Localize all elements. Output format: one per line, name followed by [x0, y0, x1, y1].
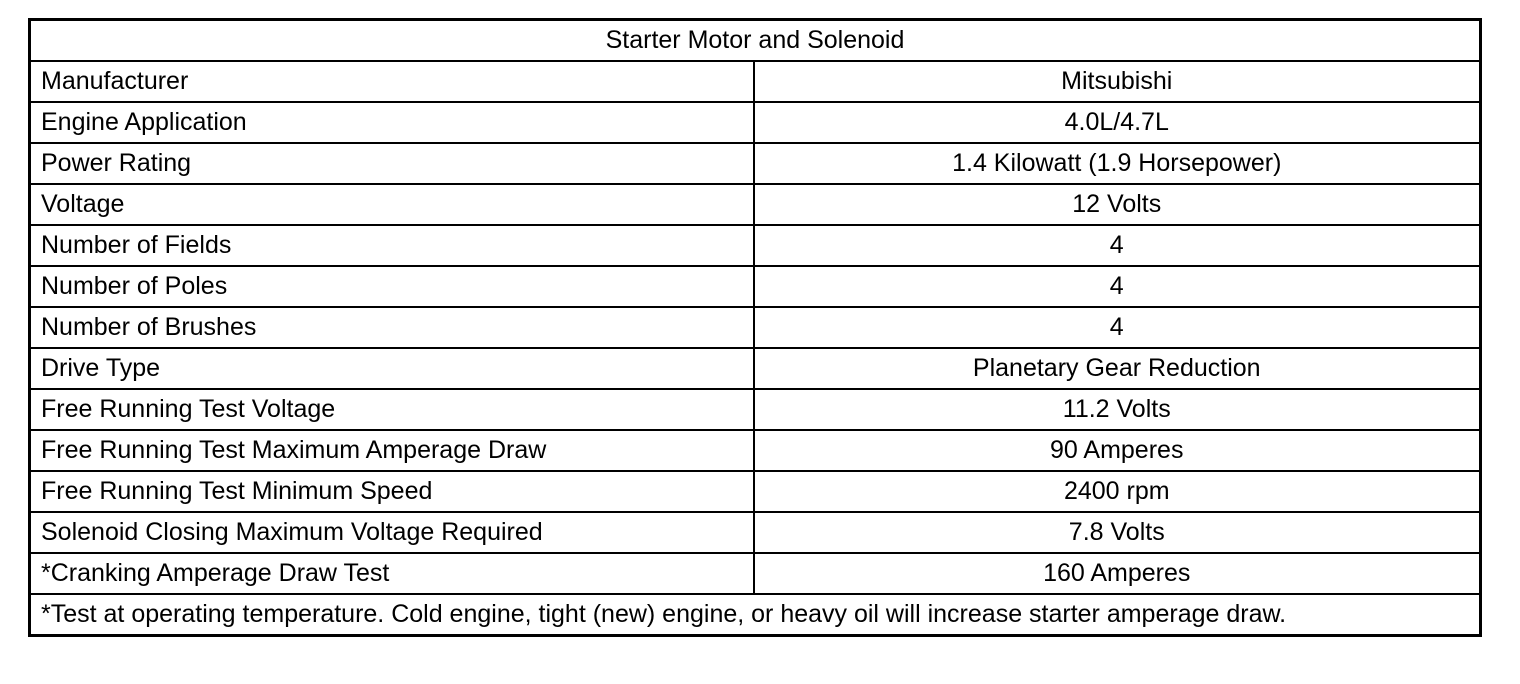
spec-value: 90 Amperes — [754, 430, 1481, 471]
table-row — [30, 102, 1481, 143]
table-title-row — [30, 20, 1481, 62]
table-row — [30, 225, 1481, 266]
spec-label: Voltage — [30, 184, 754, 225]
spec-label: Manufacturer — [30, 61, 754, 102]
table-title: Starter Motor and Solenoid — [30, 20, 1481, 62]
spec-value: Mitsubishi — [754, 61, 1481, 102]
spec-label: Free Running Test Voltage — [30, 389, 754, 430]
spec-value: 4 — [754, 266, 1481, 307]
spec-label: Free Running Test Minimum Speed — [30, 471, 754, 512]
spec-value: 1.4 Kilowatt (1.9 Horsepower) — [754, 143, 1481, 184]
table-row — [30, 430, 1481, 471]
table-row — [30, 184, 1481, 225]
spec-label: Number of Poles — [30, 266, 754, 307]
spec-label: Free Running Test Maximum Amperage Draw — [30, 430, 754, 471]
spec-label: *Cranking Amperage Draw Test — [30, 553, 754, 594]
table-row — [30, 389, 1481, 430]
table-footnote: *Test at operating temperature. Cold engine, tight (new) engine, or heavy oil will increase starter amperage draw. — [30, 594, 1481, 636]
spec-value: 11.2 Volts — [754, 389, 1481, 430]
footnote-row — [30, 594, 1481, 636]
table-row — [30, 553, 1481, 594]
spec-label: Solenoid Closing Maximum Voltage Required — [30, 512, 754, 553]
spec-value: 7.8 Volts — [754, 512, 1481, 553]
spec-value: 4 — [754, 225, 1481, 266]
spec-value: 4 — [754, 307, 1481, 348]
spec-label: Engine Application — [30, 102, 754, 143]
table-row — [30, 348, 1481, 389]
spec-value: 4.0L/4.7L — [754, 102, 1481, 143]
starter-spec-table — [28, 18, 1482, 637]
table-row — [30, 471, 1481, 512]
spec-label: Number of Brushes — [30, 307, 754, 348]
spec-value: Planetary Gear Reduction — [754, 348, 1481, 389]
spec-label: Number of Fields — [30, 225, 754, 266]
table-row — [30, 512, 1481, 553]
table-row — [30, 266, 1481, 307]
table-row — [30, 61, 1481, 102]
table-row — [30, 143, 1481, 184]
spec-label: Power Rating — [30, 143, 754, 184]
spec-value: 160 Amperes — [754, 553, 1481, 594]
spec-label: Drive Type — [30, 348, 754, 389]
table-row — [30, 307, 1481, 348]
spec-value: 2400 rpm — [754, 471, 1481, 512]
spec-value: 12 Volts — [754, 184, 1481, 225]
